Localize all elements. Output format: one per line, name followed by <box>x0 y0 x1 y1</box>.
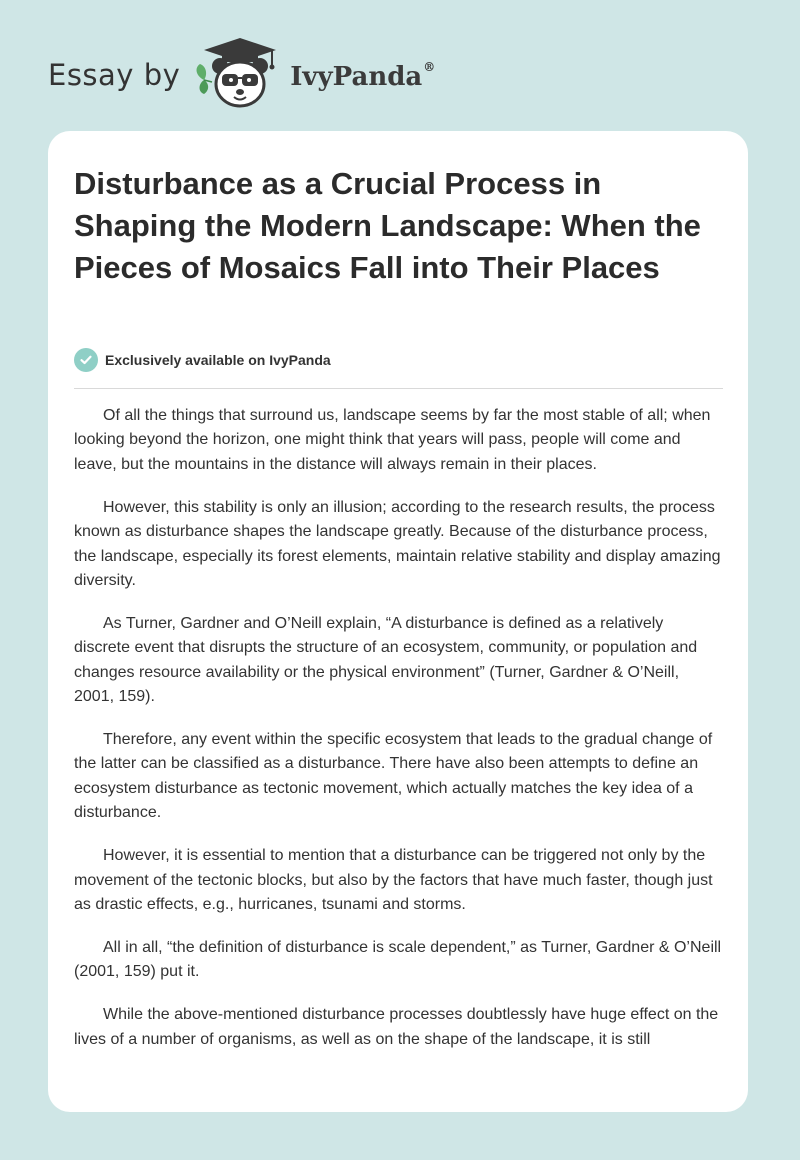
essay-by-label: Essay by <box>48 58 181 92</box>
paragraph: However, this stability is only an illusion; according to the research results, the process known as disturbance shapes the landscape greatly. Because of the disturbance process, the landscape, especially its forest elements, maintain relative stability and display amazing diversity. <box>74 498 721 589</box>
divider <box>74 388 723 389</box>
article-card <box>48 131 748 1112</box>
brand-name[interactable]: IvyPanda® <box>290 60 436 92</box>
registered-mark: ® <box>423 60 436 74</box>
site-header <box>48 34 435 114</box>
panda-graduate-icon[interactable] <box>194 36 286 112</box>
paragraph: However, it is essential to mention that a disturbance can be triggered not only by the movement of the tectonic blocks, but also by the factors that have much faster, though just as drastic effects, e.g., hurricanes, tsunami and storms. <box>74 847 713 913</box>
paragraph: All in all, “the definition of disturbance is scale dependent,” as Turner, Gardner & O’Neill (2001, 159) put it. <box>74 938 722 981</box>
paragraph: While the above-mentioned disturbance processes doubtlessly have huge effect on the lives of a number of organisms, as well as on the shape of the landscape, it is still <box>74 1006 719 1048</box>
paragraph: Of all the things that surround us, landscape seems by far the most stable of all; when looking beyond the horizon, one might think that years will pass, people will come and leave, but the mountains in the distance will always remain in their places. <box>74 407 711 473</box>
article-title: Disturbance as a Crucial Process in Shaping the Modern Landscape: When the Pieces of Mosaics Fall into Their Places <box>74 166 701 285</box>
check-circle-icon <box>74 348 98 372</box>
paragraph: Therefore, any event within the specific ecosystem that leads to the gradual change of the latter can be classified as a disturbance. There have also been attempts to define an ecosystem disturbance as tectonic movement, which actually matches the key idea of a disturbance. <box>74 730 713 822</box>
article-body <box>74 404 722 1070</box>
exclusive-badge-label: Exclusively available on IvyPanda <box>105 352 331 368</box>
paragraph: As Turner, Gardner and O’Neill explain, “A disturbance is defined as a relatively discrete event that disrupts the structure of an ecosystem, community, or population and changes resource availability or the physical environment” (Turner, Gardner & O’Neill, 2001, 159). <box>74 614 698 706</box>
exclusive-badge <box>74 348 331 372</box>
